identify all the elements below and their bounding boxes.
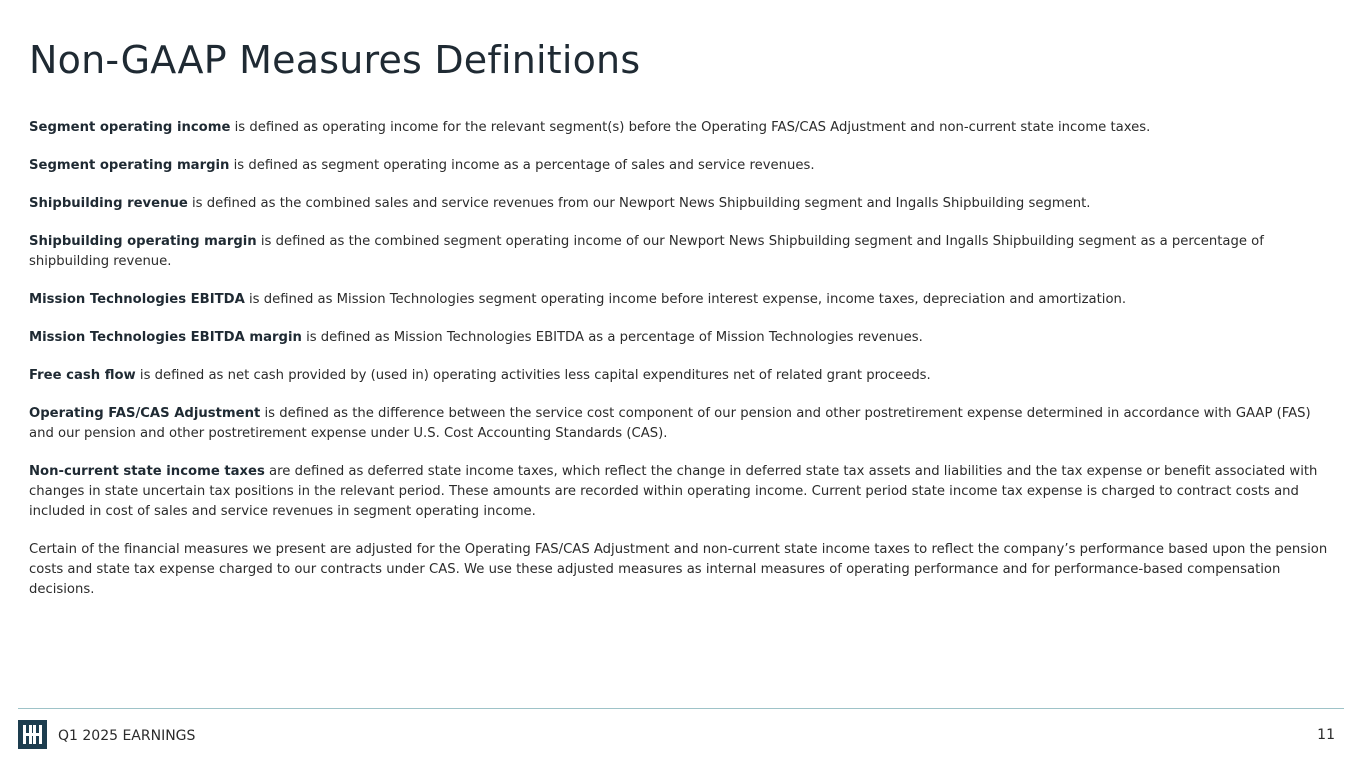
definition-mission-technologies-ebitda-margin [29, 328, 1329, 348]
page-title: Non-GAAP Measures Definitions [29, 38, 641, 82]
definition-term: Operating FAS/CAS Adjustment [29, 406, 261, 421]
definition-segment-operating-income [29, 118, 1329, 138]
footer-divider [18, 708, 1344, 709]
definition-text: Certain of the financial measures we present are adjusted for the Operating FAS/CAS Adjustment and non-current state income taxes to reflect the company’s performance based upon the pension costs and state tax expense charged to our contracts under CAS. We use these adjusted measures as internal measures of operating performance and for performance-based compensation decisions. [29, 542, 1328, 597]
closing-note [29, 540, 1329, 600]
definition-operating-fas-cas-adjustment [29, 404, 1329, 444]
definition-term: Segment operating margin [29, 158, 230, 173]
definition-free-cash-flow [29, 366, 1329, 386]
definition-shipbuilding-operating-margin [29, 232, 1329, 272]
definition-term: Shipbuilding operating margin [29, 234, 257, 249]
definition-text: is defined as the difference between the service cost component of our pension and other postretirement expense determined in accordance with GAAP (FAS) and our pension and other postretirement expense under U.S. Cost Accounting Standards (CAS). [29, 406, 1311, 441]
hii-logo-mark [18, 720, 47, 749]
definition-text: is defined as segment operating income as a percentage of sales and service revenues. [229, 158, 815, 173]
definition-term: Non-current state income taxes [29, 464, 265, 479]
definition-term: Segment operating income [29, 120, 231, 135]
definition-shipbuilding-revenue [29, 194, 1329, 214]
definition-text: is defined as Mission Technologies EBITDA as a percentage of Mission Technologies revenues. [301, 330, 923, 345]
definition-text: is defined as the combined segment operating income of our Newport News Shipbuilding segment and Ingalls Shipbuilding segment as a percentage of shipbuilding revenue. [29, 234, 1264, 269]
hii-logo-icon [18, 720, 47, 749]
page-number: 11 [1317, 727, 1335, 743]
definition-text: are defined as deferred state income taxes, which reflect the change in deferred state tax assets and liabilities and the tax expense or benefit associated with changes in state uncertain tax positions in the relevant period. These amounts are recorded within operating income. Current period state income tax expense is charged to contract costs and included in cost of sales and service revenues in segment operating income. [29, 464, 1318, 519]
definition-term: Mission Technologies EBITDA [29, 292, 245, 307]
definition-text: is defined as operating income for the relevant segment(s) before the Operating FAS/CAS Adjustment and non-current state income taxes. [230, 120, 1151, 135]
definition-segment-operating-margin [29, 156, 1329, 176]
definition-text: is defined as Mission Technologies segment operating income before interest expense, income taxes, depreciation and amortization. [244, 292, 1127, 307]
definition-non-current-state-income-taxes [29, 462, 1329, 522]
definition-text: is defined as the combined sales and service revenues from our Newport News Shipbuilding segment and Ingalls Shipbuilding segment. [187, 196, 1091, 211]
definition-term: Mission Technologies EBITDA margin [29, 330, 302, 345]
definition-term: Shipbuilding revenue [29, 196, 188, 211]
definitions-list [29, 118, 1329, 618]
definition-mission-technologies-ebitda [29, 290, 1329, 310]
footer-label: Q1 2025 EARNINGS [58, 728, 196, 744]
definition-text: is defined as net cash provided by (used in) operating activities less capital expenditures net of related grant proceeds. [135, 368, 931, 383]
definition-term: Free cash flow [29, 368, 136, 383]
